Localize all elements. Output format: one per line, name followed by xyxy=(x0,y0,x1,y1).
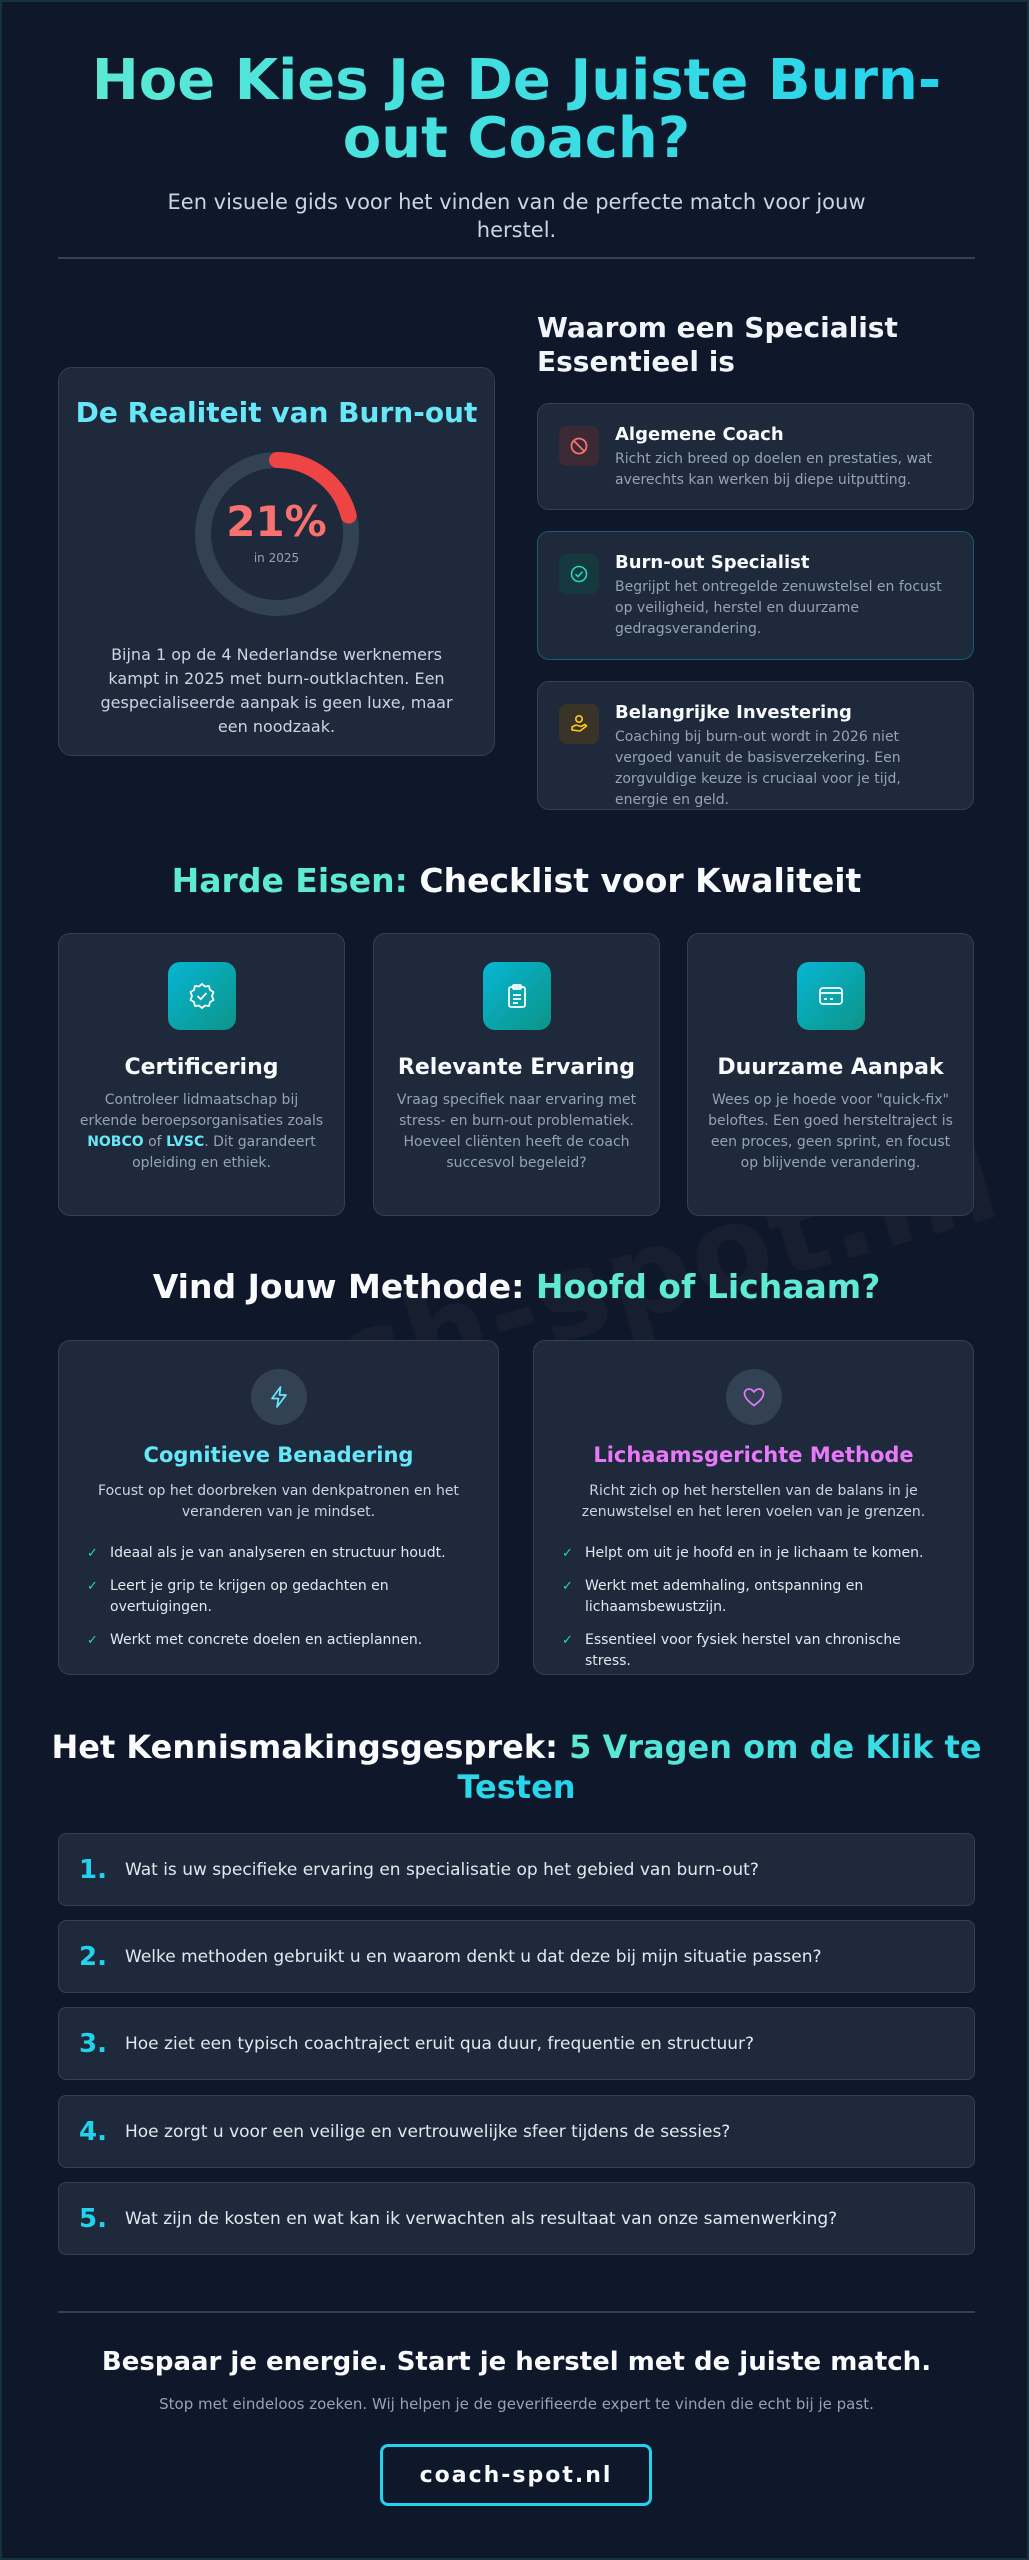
questions-title-rest: Het Kennismakingsgesprek: xyxy=(51,1728,570,1766)
method-card-text: Focust op het doorbreken van denkpatronen en het veranderen van je mindset. xyxy=(98,1483,459,1520)
org-nobco: NOBCO xyxy=(87,1134,144,1150)
req-card-text: Wees op je hoede voor "quick-fix" beloftes. Een goed hersteltraject is een proces, geen sprint, en focust op blijvende verandering. xyxy=(708,1092,953,1171)
why-card-title: Belangrijke Investering xyxy=(615,702,852,723)
req-card-experience xyxy=(373,933,660,1216)
question-item xyxy=(58,1833,975,1906)
list-item xyxy=(87,1630,470,1651)
method-card-title: Cognitieve Benadering xyxy=(143,1443,414,1467)
list-item xyxy=(562,1576,945,1618)
point-text: Werkt met concrete doelen en actieplannen. xyxy=(110,1632,423,1648)
list-item xyxy=(562,1543,945,1564)
clipboard-icon xyxy=(483,962,551,1030)
why-card-investment xyxy=(537,681,974,810)
point-text: Leert je grip te krijgen op gedachten en overtuigingen. xyxy=(110,1578,389,1615)
point-text: Helpt om uit je hoofd en in je lichaam te komen. xyxy=(585,1545,924,1561)
check-icon: ✓ xyxy=(87,1579,98,1594)
check-icon: ✓ xyxy=(562,1633,573,1648)
question-text: Hoe ziet een typisch coachtraject eruit qua duur, frequentie en structuur? xyxy=(125,2033,755,2054)
method-points xyxy=(87,1543,470,1651)
method-card-body xyxy=(533,1340,974,1675)
check-circle-icon xyxy=(559,554,599,594)
donut-chart xyxy=(192,449,362,619)
org-lvsc: LVSC xyxy=(166,1134,205,1150)
question-text: Wat zijn de kosten en wat kan ik verwachten als resultaat van onze samenwerking? xyxy=(125,2208,838,2229)
hand-coin-icon xyxy=(559,704,599,744)
percent-year: in 2025 xyxy=(253,551,300,565)
req-card-title: Certificering xyxy=(124,1055,279,1080)
requirements-title-accent: Harde Eisen: xyxy=(171,861,408,900)
req-text-mid: of xyxy=(143,1134,167,1150)
question-item xyxy=(58,2007,975,2080)
question-number: 5. xyxy=(79,2203,107,2234)
question-number: 3. xyxy=(79,2028,107,2059)
question-number: 4. xyxy=(79,2116,107,2147)
divider xyxy=(58,257,975,259)
req-text-after: . Dit garandeert opleiding en ethiek. xyxy=(132,1134,316,1171)
question-number: 2. xyxy=(79,1941,107,1972)
method-card-cognitive xyxy=(58,1340,499,1675)
question-item xyxy=(58,2095,975,2168)
why-card-specialist xyxy=(537,531,974,660)
req-card-title: Duurzame Aanpak xyxy=(717,1055,944,1080)
heart-icon xyxy=(726,1369,782,1425)
question-item xyxy=(58,2182,975,2255)
check-icon: ✓ xyxy=(562,1546,573,1561)
requirements-title-rest: Checklist voor Kwaliteit xyxy=(407,861,862,900)
why-title: Waarom een Specialist Essentieel is xyxy=(537,311,898,378)
point-text: Essentieel voor fysiek herstel van chronische stress. xyxy=(585,1632,901,1669)
method-card-title: Lichaamsgerichte Methode xyxy=(593,1443,914,1467)
check-icon: ✓ xyxy=(562,1579,573,1594)
check-icon: ✓ xyxy=(87,1633,98,1648)
why-card-title: Algemene Coach xyxy=(615,424,784,445)
why-card-text: Begrijpt het ontregelde zenuwstelsel en focust op veiligheid, herstel en duurzame gedragsverandering. xyxy=(615,579,942,637)
point-text: Ideaal als je van analyseren en structuur houdt. xyxy=(110,1545,446,1561)
req-card-text: Vraag specifiek naar ervaring met stress- en burn-out problematiek. Hoeveel cliënten heeft de coach succesvol begeleid? xyxy=(396,1092,637,1171)
reality-card xyxy=(58,367,495,756)
question-text: Hoe zorgt u voor een veilige en vertrouwelijke sfeer tijdens de sessies? xyxy=(125,2121,731,2142)
divider xyxy=(58,2311,975,2313)
req-card-text xyxy=(77,1090,327,1174)
question-number: 1. xyxy=(79,1854,107,1885)
list-item xyxy=(87,1576,470,1618)
check-icon: ✓ xyxy=(87,1546,98,1561)
footer-title: Bespaar je energie. Start je herstel met de juiste match. xyxy=(101,2347,932,2377)
header xyxy=(58,48,975,244)
reality-text: Bijna 1 op de 4 Nederlandse werknemers kampt in 2025 met burn-outklachten. Een gespecialiseerde aanpak is geen luxe, maar een noodzaak. xyxy=(100,645,453,736)
method-title xyxy=(42,1267,991,1307)
question-text: Wat is uw specifieke ervaring en specialisatie op het gebied van burn-out? xyxy=(125,1859,759,1880)
page-subtitle: Een visuele gids voor het vinden van de perfecte match voor jouw herstel. xyxy=(167,190,866,242)
list-item xyxy=(562,1630,945,1672)
method-card-text: Richt zich op het herstellen van de balans in je zenuwstelsel en het leren voelen van je grenzen. xyxy=(581,1483,926,1520)
why-card-title: Burn-out Specialist xyxy=(615,552,810,573)
question-item xyxy=(58,1920,975,1993)
questions-title-accent: 5 Vragen om de Klik te Testen xyxy=(457,1728,982,1806)
req-card-sustainable xyxy=(687,933,974,1216)
method-points xyxy=(562,1543,945,1672)
page-title: Hoe Kies Je De Juiste Burn-out Coach? xyxy=(58,52,975,168)
method-title-rest: Vind Jouw Methode: xyxy=(152,1267,536,1306)
card-icon xyxy=(797,962,865,1030)
req-card-title: Relevante Ervaring xyxy=(397,1055,636,1080)
method-title-accent: Hoofd of Lichaam? xyxy=(535,1267,881,1306)
reality-title: De Realiteit van Burn-out xyxy=(75,396,478,429)
question-text: Welke methoden gebruikt u en waarom denkt u dat deze bij mijn situatie passen? xyxy=(125,1946,822,1967)
why-card-text: Coaching bij burn-out wordt in 2026 niet vergoed vanuit de basisverzekering. Een zorgvuldige keuze is cruciaal voor je tijd, energie en geld. xyxy=(615,729,901,808)
list-item xyxy=(87,1543,470,1564)
point-text: Werkt met ademhaling, ontspanning en lichaamsbewustzijn. xyxy=(585,1578,864,1615)
req-card-certification xyxy=(58,933,345,1216)
lightning-icon xyxy=(251,1369,307,1425)
req-text-before: Controleer lidmaatschap bij erkende beroepsorganisaties zoals xyxy=(79,1092,324,1129)
footer-subtitle: Stop met eindeloos zoeken. Wij helpen je de geverifieerde expert te vinden die echt bij je past. xyxy=(159,2395,874,2413)
why-card-text: Richt zich breed op doelen en prestaties, wat averechts kan werken bij diepe uitputting. xyxy=(615,451,933,488)
percent-value: 21% xyxy=(226,497,327,546)
badge-check-icon xyxy=(168,962,236,1030)
why-card-general xyxy=(537,403,974,510)
requirements-title xyxy=(42,861,991,901)
questions-title xyxy=(42,1727,991,1807)
ban-icon xyxy=(559,426,599,466)
website-button[interactable]: coach-spot.nl xyxy=(380,2444,652,2506)
